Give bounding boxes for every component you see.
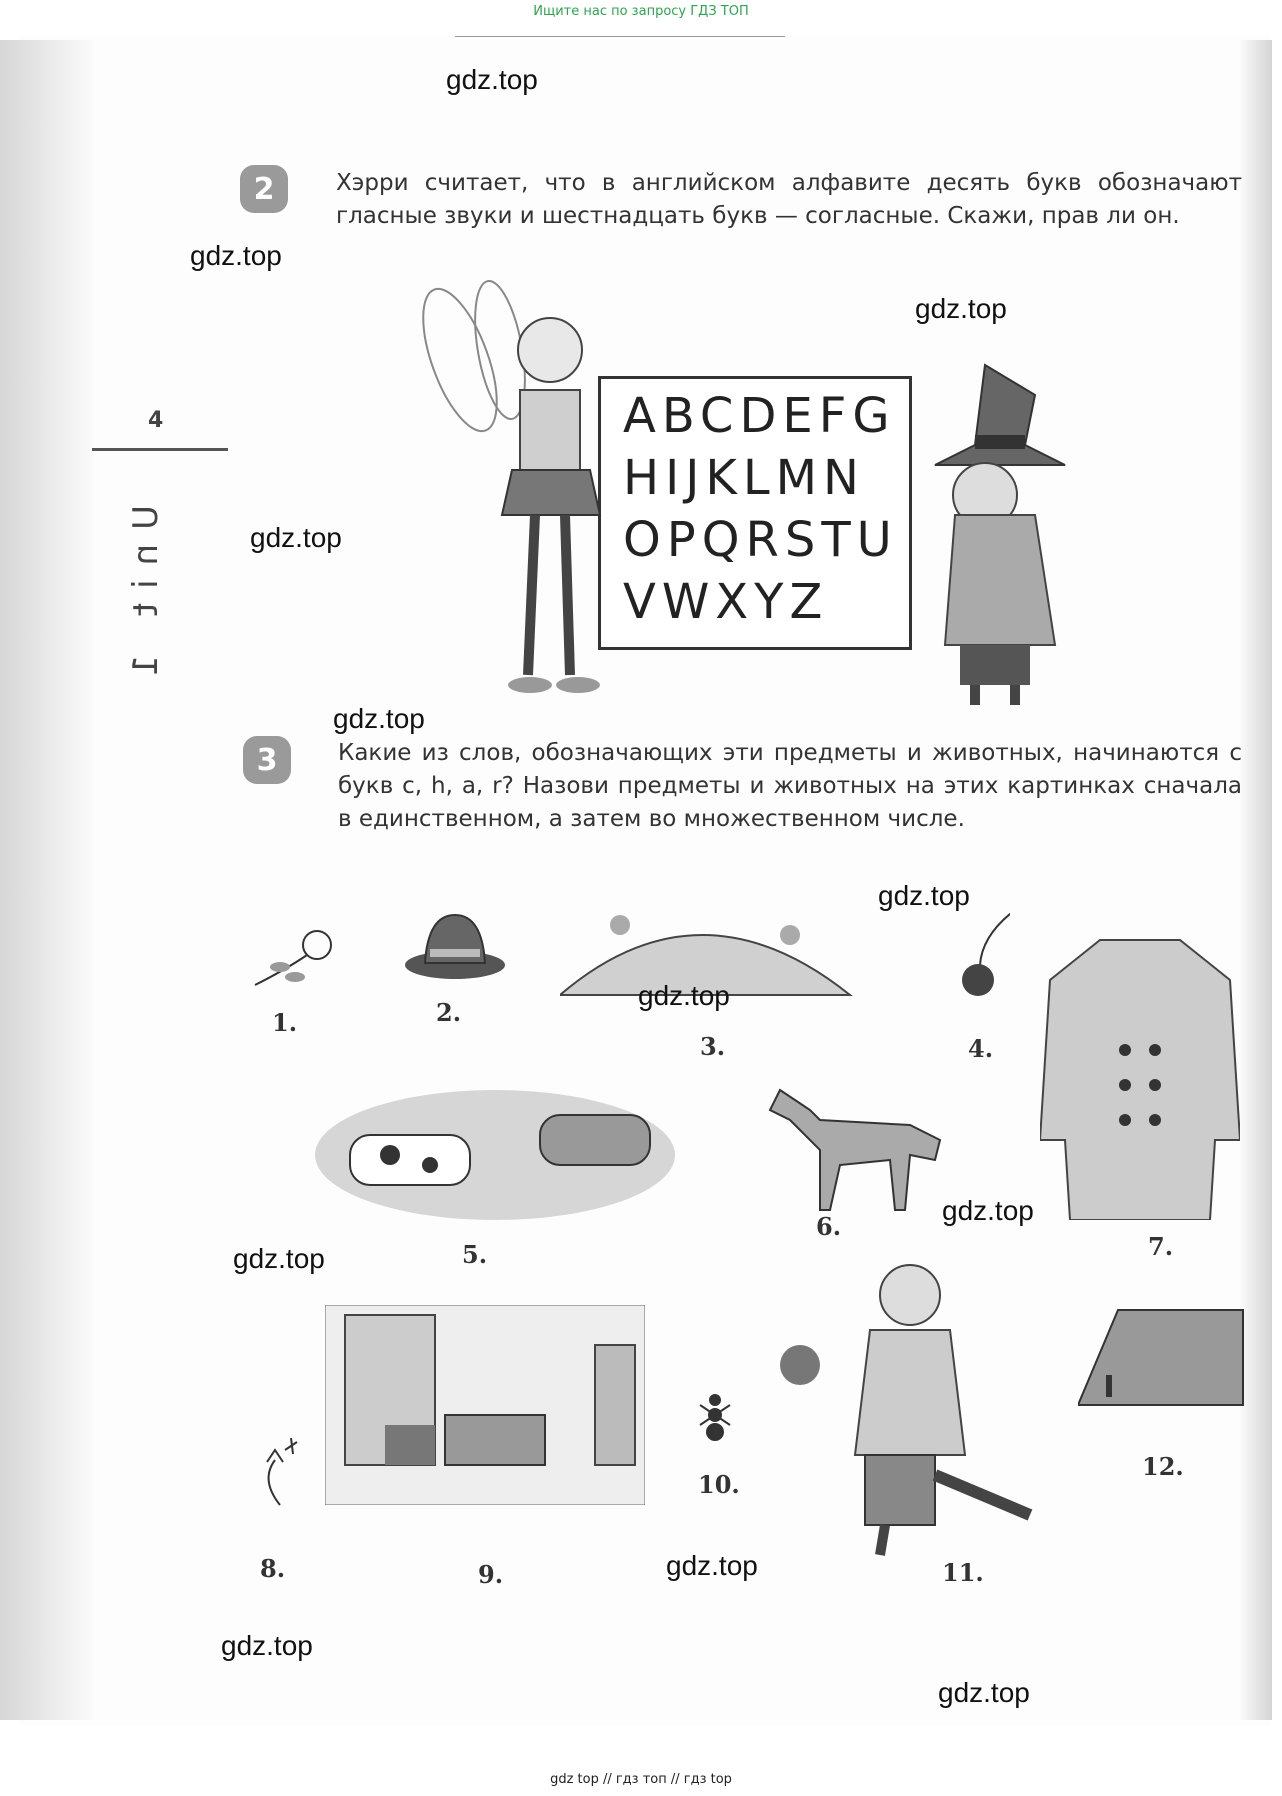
fairy-icon	[420, 280, 620, 700]
exercise-text-2: Хэрри считает, что в английском алфавите десять букв обозначают гласные звуки и шестнадцать букв — согласные. Скажи, прав ли он.	[336, 170, 1242, 229]
watermark: gdz.top	[190, 240, 282, 271]
watermark: gdz.top	[221, 1630, 313, 1661]
alphabet-row-3: OPQRSTU	[623, 512, 898, 568]
caption-7: 7.	[1148, 1232, 1174, 1261]
horse-icon	[750, 1070, 960, 1220]
alphabet-board	[598, 376, 912, 650]
ant-icon	[690, 1385, 740, 1445]
alphabet-row-4: VWXYZ	[623, 574, 829, 630]
caption-8: 8.	[260, 1554, 286, 1583]
watermark: gdz.top	[942, 1195, 1034, 1226]
hat-icon	[400, 905, 510, 985]
caption-2: 2.	[436, 998, 462, 1027]
alphabet-row-1: ABCDEFG	[623, 388, 896, 444]
caption-12: 12.	[1142, 1452, 1184, 1481]
top-banner[interactable]: Ищите нас по запросу ГДЗ ТОП	[533, 4, 749, 19]
page-gutter-shadow	[0, 40, 92, 1720]
watermark: gdz.top	[938, 1677, 1030, 1708]
bottom-banner[interactable]: gdz top // гдз топ // гдз top	[550, 1772, 732, 1787]
exercise-text-3: Какие из слов, обозначающих эти предметы и животных, начинаются с букв c, h, a, r? Назови предметы и животных на этих картинках сначала в единственном, а затем во множественном числе.	[338, 740, 1242, 832]
caption-1: 1.	[272, 1008, 298, 1037]
cherry-icon	[950, 905, 1010, 1005]
page-edge-shadow	[1240, 40, 1272, 1720]
watermark: gdz.top	[638, 980, 730, 1011]
watermark: gdz.top	[446, 64, 538, 95]
watermark: gdz.top	[250, 522, 342, 553]
caption-3: 3.	[700, 1032, 726, 1061]
coat-icon	[1040, 920, 1240, 1220]
witch-icon	[915, 355, 1085, 715]
caption-5: 5.	[462, 1240, 488, 1269]
banner-divider	[455, 36, 785, 37]
clown-icon	[770, 1255, 1070, 1565]
exercise-badge-3: 3	[243, 736, 291, 784]
caption-6: 6.	[816, 1212, 842, 1241]
page-number: 4	[148, 408, 164, 433]
caption-9: 9.	[478, 1560, 504, 1589]
watermark: gdz.top	[666, 1550, 758, 1581]
watermark: gdz.top	[233, 1243, 325, 1274]
roof-icon	[1078, 1305, 1248, 1415]
watermark: gdz.top	[333, 703, 425, 734]
cows-icon	[310, 1075, 680, 1225]
caption-4: 4.	[968, 1034, 994, 1063]
unit-label: Unit 1	[126, 505, 166, 691]
watermark: gdz.top	[915, 293, 1007, 324]
alphabet-row-2: HIJKLMN	[623, 450, 865, 506]
exercise-badge-2: 2	[240, 165, 288, 213]
arrow-icon	[255, 1430, 305, 1510]
page-number-rule	[92, 448, 228, 451]
rose-icon	[245, 925, 345, 995]
watermark: gdz.top	[878, 880, 970, 911]
caption-10: 10.	[698, 1470, 740, 1499]
book-page	[20, 36, 1270, 1726]
caption-11: 11.	[942, 1558, 984, 1587]
room-icon	[325, 1305, 645, 1505]
